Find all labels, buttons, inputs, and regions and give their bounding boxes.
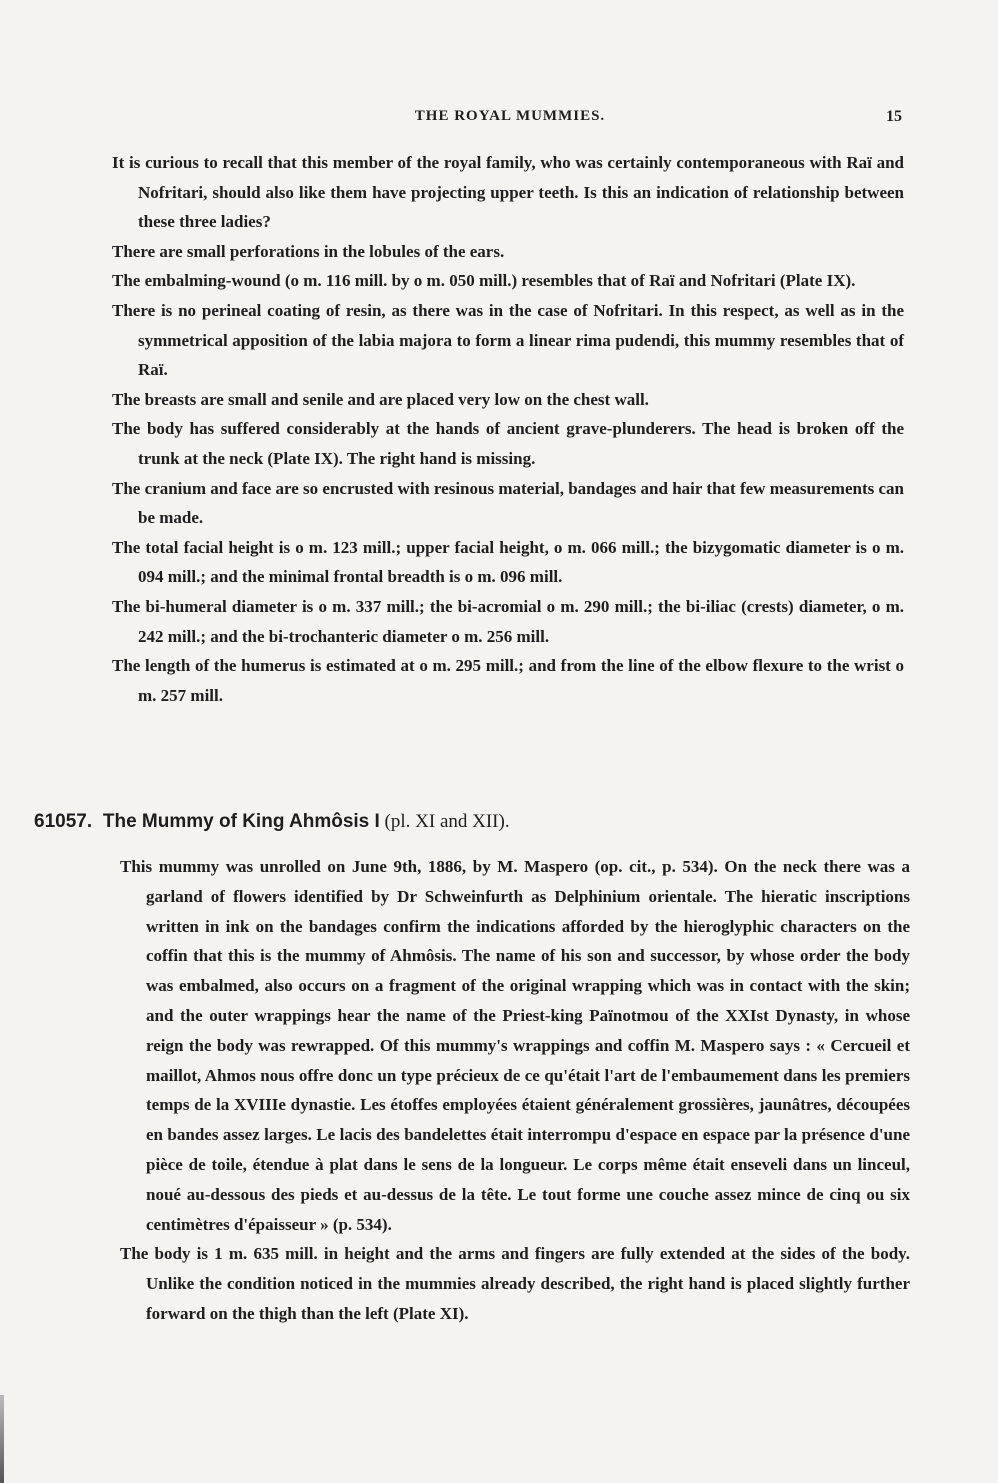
- paragraph: This mummy was unrolled on June 9th, 1886, by M. Maspero (op. cit., p. 534). On the neck there was a garland of flowers identified by Dr Schweinfurth as Delphinium orientale. The hieratic inscriptions written in ink on the bandages confirm the indications afforded by the hieroglyphic characters on the coffin that this is the mummy of Ahmôsis. The name of his son and successor, by whose order the body was embalmed, also occurs on a fragment of the original wrapping which was in contact with the skin; and the outer wrappings hear the name of the Priest-king Païnotmou of the XXIst Dynasty, in whose reign the body was rewrapped. Of this mummy's wrappings and coffin M. Maspero says : « Cercueil et maillot, Ahmos nous offre donc un type précieux de ce qu'était l'art de l'embaumement dans les premiers temps de la XVIIIe dynastie. Les étoffes employées étaient généralement grossières, jaunâtres, découpées en bandes assez larges. Le lacis des bandelettes était interrompu d'espace en espace par la présence d'une pièce de toile, étendue à plat dans le sens de la longueur. Le corps même était enseveli dans un linceul, noué au-dessous des pieds et au-dessus de la tête. Le tout forme une couche assez mince de cinq ou six centimètres d'épaisseur » (p. 534).: [120, 857, 910, 1234]
- text-block-upper: [112, 148, 904, 710]
- section-title: The Mummy of King Ahmôsis I: [102, 811, 380, 832]
- paragraph: The breasts are small and senile and are placed very low on the chest wall.: [112, 389, 649, 409]
- page-header: [110, 108, 910, 132]
- paragraph: There is no perineal coating of resin, as there was in the case of Nofritari. In this respect, as well as in the symmetrical apposition of the labia majora to form a linear rima pudendi, this mummy resembles that of Raï.: [112, 300, 904, 380]
- scan-edge-shadow: [0, 1395, 4, 1483]
- paragraph: The body has suffered considerably at the hands of ancient grave-plunderers. The head is broken off the trunk at the neck (Plate IX). The right hand is missing.: [112, 419, 904, 468]
- paragraph: The length of the humerus is estimated at o m. 295 mill.; and from the line of the elbow flexure to the wrist o m. 257 mill.: [112, 656, 904, 705]
- text-block-lower: [120, 852, 910, 1329]
- running-title: THE ROYAL MUMMIES.: [414, 108, 606, 124]
- paragraph: The bi-humeral diameter is o m. 337 mill.; the bi-acromial o m. 290 mill.; the bi-iliac (crests) diameter, o m. 242 mill.; and the bi-trochanteric diameter o m. 256 mill.: [112, 596, 904, 646]
- section-number: 61057.: [34, 811, 93, 832]
- paragraph: There are small perforations in the lobules of the ears.: [112, 241, 505, 261]
- paragraph: The cranium and face are so encrusted with resinous material, bandages and hair that few measurements can be made.: [112, 478, 904, 528]
- section-heading: [34, 808, 934, 836]
- section-plates: (pl. XI and XII).: [384, 811, 510, 832]
- page-number: 15: [886, 108, 902, 125]
- paragraph: The body is 1 m. 635 mill. in height and the arms and fingers are fully extended at the sides of the body. Unlike the condition noticed in the mummies already described, the right hand is placed slightly further forward on the thigh than the left (Plate XI).: [120, 1244, 910, 1323]
- paragraph: The total facial height is o m. 123 mill.; upper facial height, o m. 066 mill.; the bizygomatic diameter is o m. 094 mill.; and the minimal frontal breadth is o m. 096 mill.: [112, 537, 904, 587]
- paragraph: The embalming-wound (o m. 116 mill. by o m. 050 mill.) resembles that of Raï and Nofritari (Plate IX).: [112, 271, 856, 291]
- paragraph: It is curious to recall that this member of the royal family, who was certainly contemporaneous with Raï and Nofritari, should also like them have projecting upper teeth. Is this an indication of relationship between these three ladies?: [112, 153, 904, 232]
